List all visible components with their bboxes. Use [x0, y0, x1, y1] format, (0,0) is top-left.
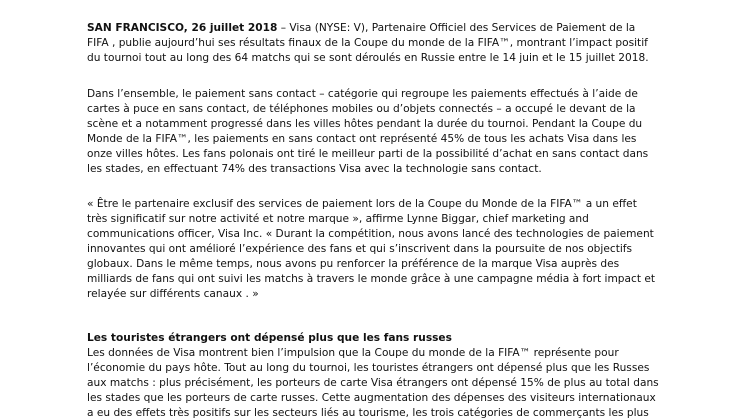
- text-line: [87, 21, 635, 36]
- body-text: globaux. Dans le même temps, nous avons pu renforcer la préférence de la marque Visa auprès des: [87, 258, 620, 270]
- text-line: [87, 406, 649, 419]
- text-line: [87, 331, 452, 346]
- body-text: « Être le partenaire exclusif des services de paiement lors de la Coupe du Monde de la FIFA™ a un effet: [87, 198, 637, 210]
- body-text: Les données de Visa montrent bien l’impulsion que la Coupe du monde de la FIFA™ représente pour: [87, 347, 619, 359]
- body-text: les stades, en effectuant 74% des transactions Visa avec la technologie sans contact.: [87, 163, 542, 175]
- text-line: [87, 272, 655, 287]
- text-line: [87, 346, 619, 361]
- body-text: très significatif sur notre activité et notre marque », affirme Lynne Biggar, chief marketing and: [87, 213, 589, 225]
- body-text: Monde de la FIFA™, les paiements en sans contact ont représenté 45% de tous les achats Visa dans les: [87, 133, 637, 145]
- body-text: onze villes hôtes. Les fans polonais ont tiré le meilleur parti de la possibilité d’achat en sans contact dans: [87, 148, 649, 160]
- text-line: [87, 117, 642, 132]
- text-line: [87, 162, 542, 177]
- text-line: [87, 257, 619, 272]
- text-line: [87, 361, 649, 376]
- text-line: [87, 197, 637, 212]
- bold-text: SAN FRANCISCO, 26 juillet 2018: [87, 22, 278, 34]
- body-text: aux matchs : plus précisément, les porteurs de carte Visa étrangers ont dépensé 15% de plus au total dans: [87, 377, 659, 389]
- text-line: [87, 391, 656, 406]
- body-text: relayée sur différents canaux . »: [87, 288, 259, 300]
- body-text: – Visa (NYSE: V), Partenaire Officiel des Services de Paiement de la: [277, 22, 636, 34]
- body-text: a eu des effets très positifs sur les secteurs liés au tourisme, les trois catégories de commerçants les plus: [87, 407, 649, 419]
- body-text: l’économie du pays hôte. Tout au long du tournoi, les touristes étrangers ont dépensé plus que les Russes: [87, 362, 650, 374]
- text-line: [87, 147, 648, 162]
- text-line: [87, 212, 589, 227]
- body-text: FIFA , publie aujourd’hui ses résultats finaux de la Coupe du monde de la FIFA™, montrant l’impact positif: [87, 37, 648, 49]
- text-line: [87, 132, 636, 147]
- body-text: du tournoi tout au long des 64 matchs qui se sont déroulés en Russie entre le 14 juin et le 15 juillet 2018.: [87, 52, 649, 64]
- text-line: [87, 376, 659, 391]
- body-text: scène et a notamment progressé dans les villes hôtes pendant la durée du tournoi. Pendant la Coupe du: [87, 118, 643, 130]
- body-text: milliards de fans qui ont suivi les matchs à travers le monde grâce à une campagne média à fort impact et: [87, 273, 656, 285]
- body-text: innovantes qui ont amélioré l’expérience des fans et qui s’inscrivent dans la poursuite de nos objectifs: [87, 243, 633, 255]
- bold-text: Les touristes étrangers ont dépensé plus que les fans russes: [87, 332, 452, 344]
- text-line: [87, 36, 648, 51]
- text-line: [87, 102, 636, 117]
- body-text: cartes à puce en sans contact, de téléphones mobiles ou d’objets connectés – a occupé le devant de la: [87, 103, 636, 115]
- body-text: les stades que les porteurs de carte russes. Cette augmentation des dépenses des visiteurs internationaux: [87, 392, 656, 404]
- text-line: [87, 287, 259, 302]
- text-line: [87, 227, 654, 242]
- text-line: [87, 242, 632, 257]
- text-line: [87, 51, 649, 66]
- text-line: [87, 87, 638, 102]
- body-text: communications officer, Visa Inc. « Durant la compétition, nous avons lancé des technologies de paiement: [87, 228, 654, 240]
- body-text: Dans l’ensemble, le paiement sans contact – catégorie qui regroupe les paiements effectués à l’aide de: [87, 88, 638, 100]
